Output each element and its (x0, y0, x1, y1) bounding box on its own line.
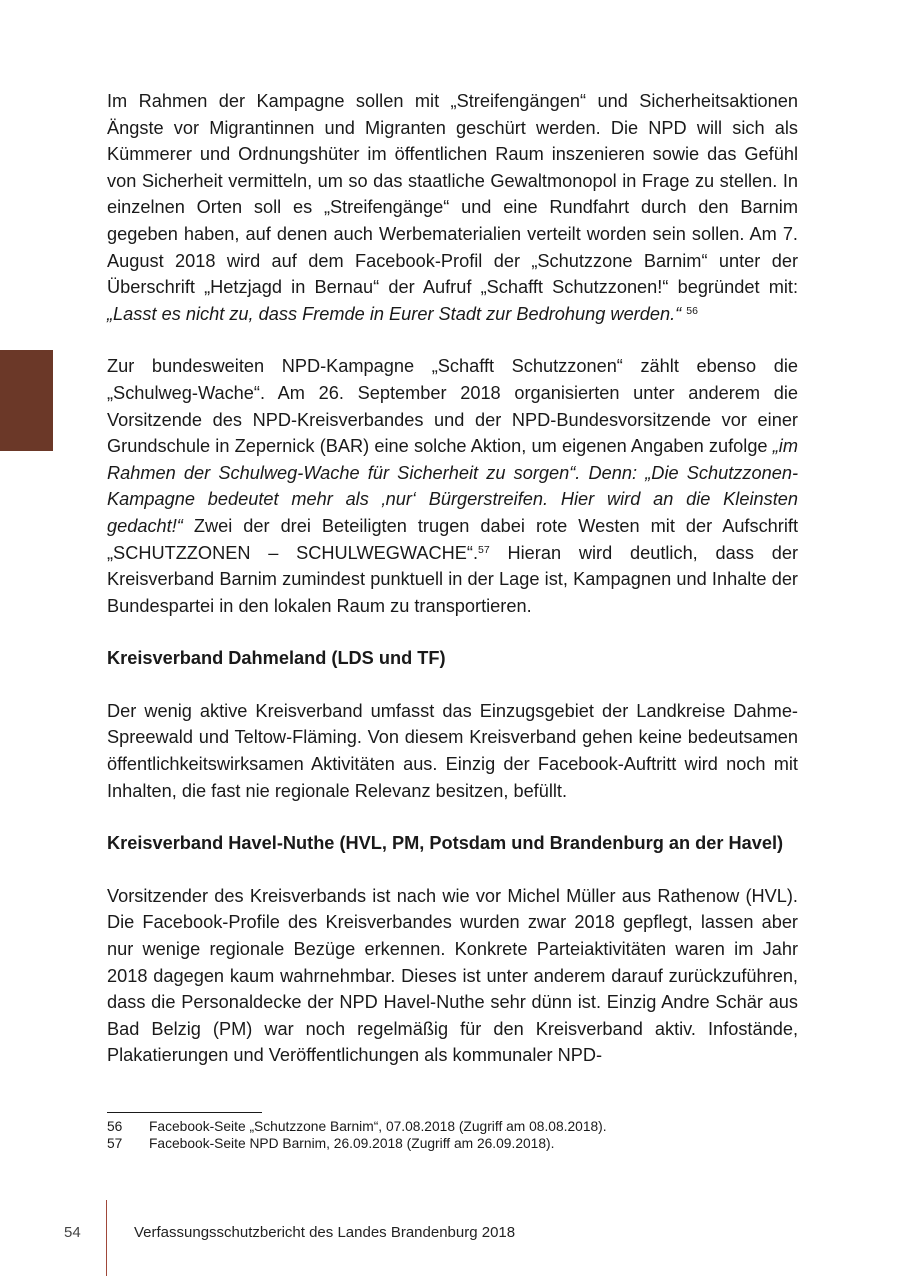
footer-divider (106, 1200, 107, 1276)
heading-kreisverband-dahmeland: Kreisverband Dahmeland (LDS und TF) (107, 648, 446, 669)
footnote-text: Facebook-Seite „Schutzzone Barnim“, 07.08.2018 (Zugriff am 08.08.2018). (149, 1119, 607, 1134)
heading-kreisverband-havel-nuthe: Kreisverband Havel-Nuthe (HVL, PM, Potsdam und Brandenburg an der Havel) (107, 833, 784, 854)
footer-title: Verfassungsschutzbericht des Landes Brandenburg 2018 (134, 1224, 516, 1241)
quote-text: „im Rahmen der Schulweg-Wache für Sicherheit zu sorgen“. Denn: „Die Schutzzonen-Kampagne bedeutet mehr als ‚nur‘ Bürgerstreifen. Hier wird an die Kleinsten gedacht!“ (107, 436, 798, 536)
quote-text: „Lasst es nicht zu, dass Fremde in Eurer Stadt zur Bedrohung werden.“ (107, 303, 682, 324)
footnotes (107, 1112, 798, 1152)
paragraph-text: Hieran wird deutlich, dass der Kreisverband Barnim zumindest punktuell in der Lage ist, Kampagnen und Inhalte der Bundespartei in den lokalen Raum zu transportieren. (107, 542, 799, 616)
footnote-57 (107, 1135, 798, 1152)
paragraph-text: Zur bundesweiten NPD-Kampagne „Schafft Schutzzonen“ zählt ebenso die „Schulweg-Wache“. Am 26. September 2018 organisierten unter anderem die Vorsitzende des NPD-Kreisverbandes und der NPD-Bundesvorsitzende vor einer Grundschule in Zepernick (BAR) eine solche Aktion, um eigenen Angaben zufolge (107, 356, 798, 457)
footnote-56 (107, 1118, 798, 1135)
paragraph-text: Zwei der drei Beteiligten trugen dabei rote Westen mit der Aufschrift „SCHUTZZONEN – SCHULWEGWACHE“. (107, 515, 798, 563)
paragraph-havel-nuthe: Vorsitzender des Kreisverbands ist nach wie vor Michel Müller aus Rathenow (HVL). Die Facebook-Profile des Kreisverbandes wurden zwar 2018 gepflegt, lassen aber nur wenige regionale Bezüge erkennen. Konkrete Parteiaktivitäten waren im Jahr 2018 dagegen kaum wahrnehmbar. Dieses ist unter anderem darauf zurückzuführen, dass die Personaldecke der NPD Havel-Nuthe sehr dünn ist. Einzig Andre Schär aus Bad Belzig (PM) war noch regelmäßig für den Kreisverband aktiv. Infostände, Plakatierungen und Veröffentlichungen als kommunaler NPD- (107, 885, 798, 1066)
footnote-ref-57: 57 (478, 543, 490, 556)
page-footer (0, 1200, 900, 1276)
chapter-side-tab (0, 350, 53, 451)
paragraph-schutzzone-campaign (107, 88, 798, 327)
footnote-ref-56: 56 (686, 304, 698, 317)
paragraph-dahmeland: Der wenig aktive Kreisverband umfasst das Einzugsgebiet der Landkreise Dahme-Spreewald und Teltow-Fläming. Von diesem Kreisverband gehen keine bedeutsamen öffentlichkeitswirksamen Aktivitäten aus. Einzig der Facebook-Auftritt wird noch mit Inhalten, die fast nie regionale Relevanz besitzen, befüllt. (107, 700, 798, 801)
footnote-divider (107, 1112, 262, 1113)
footnote-number: 56 (107, 1119, 123, 1134)
paragraph-text: Im Rahmen der Kampagne sollen mit „Streifengängen“ und Sicherheitsaktionen Ängste vor Migrantinnen und Migranten geschürt werden. Die NPD will sich als Kümmerer und Ordnungshüter im öffentlichen Raum inszenieren sowie das Gefühl von Sicherheit vermitteln, um so das staatliche Gewaltmonopol in Frage zu stellen. In einzelnen Orten soll es „Streifengänge“ und eine Rundfahrt durch den Barnim gegeben haben, auf denen auch Werbematerialien verteilt worden sein sollen. Am 7. August 2018 wird auf dem Facebook-Profil der „Schutzzone Barnim“ unter der Überschrift „Hetzjagd in Bernau“ der Aufruf „Schafft Schutzzonen!“ begründet mit: (107, 91, 798, 298)
page-number: 54 (64, 1224, 81, 1241)
paragraph-schulweg-wache (107, 353, 798, 619)
main-content (107, 88, 798, 1069)
footnote-number: 57 (107, 1136, 123, 1151)
footnote-text: Facebook-Seite NPD Barnim, 26.09.2018 (Zugriff am 26.09.2018). (149, 1136, 555, 1151)
